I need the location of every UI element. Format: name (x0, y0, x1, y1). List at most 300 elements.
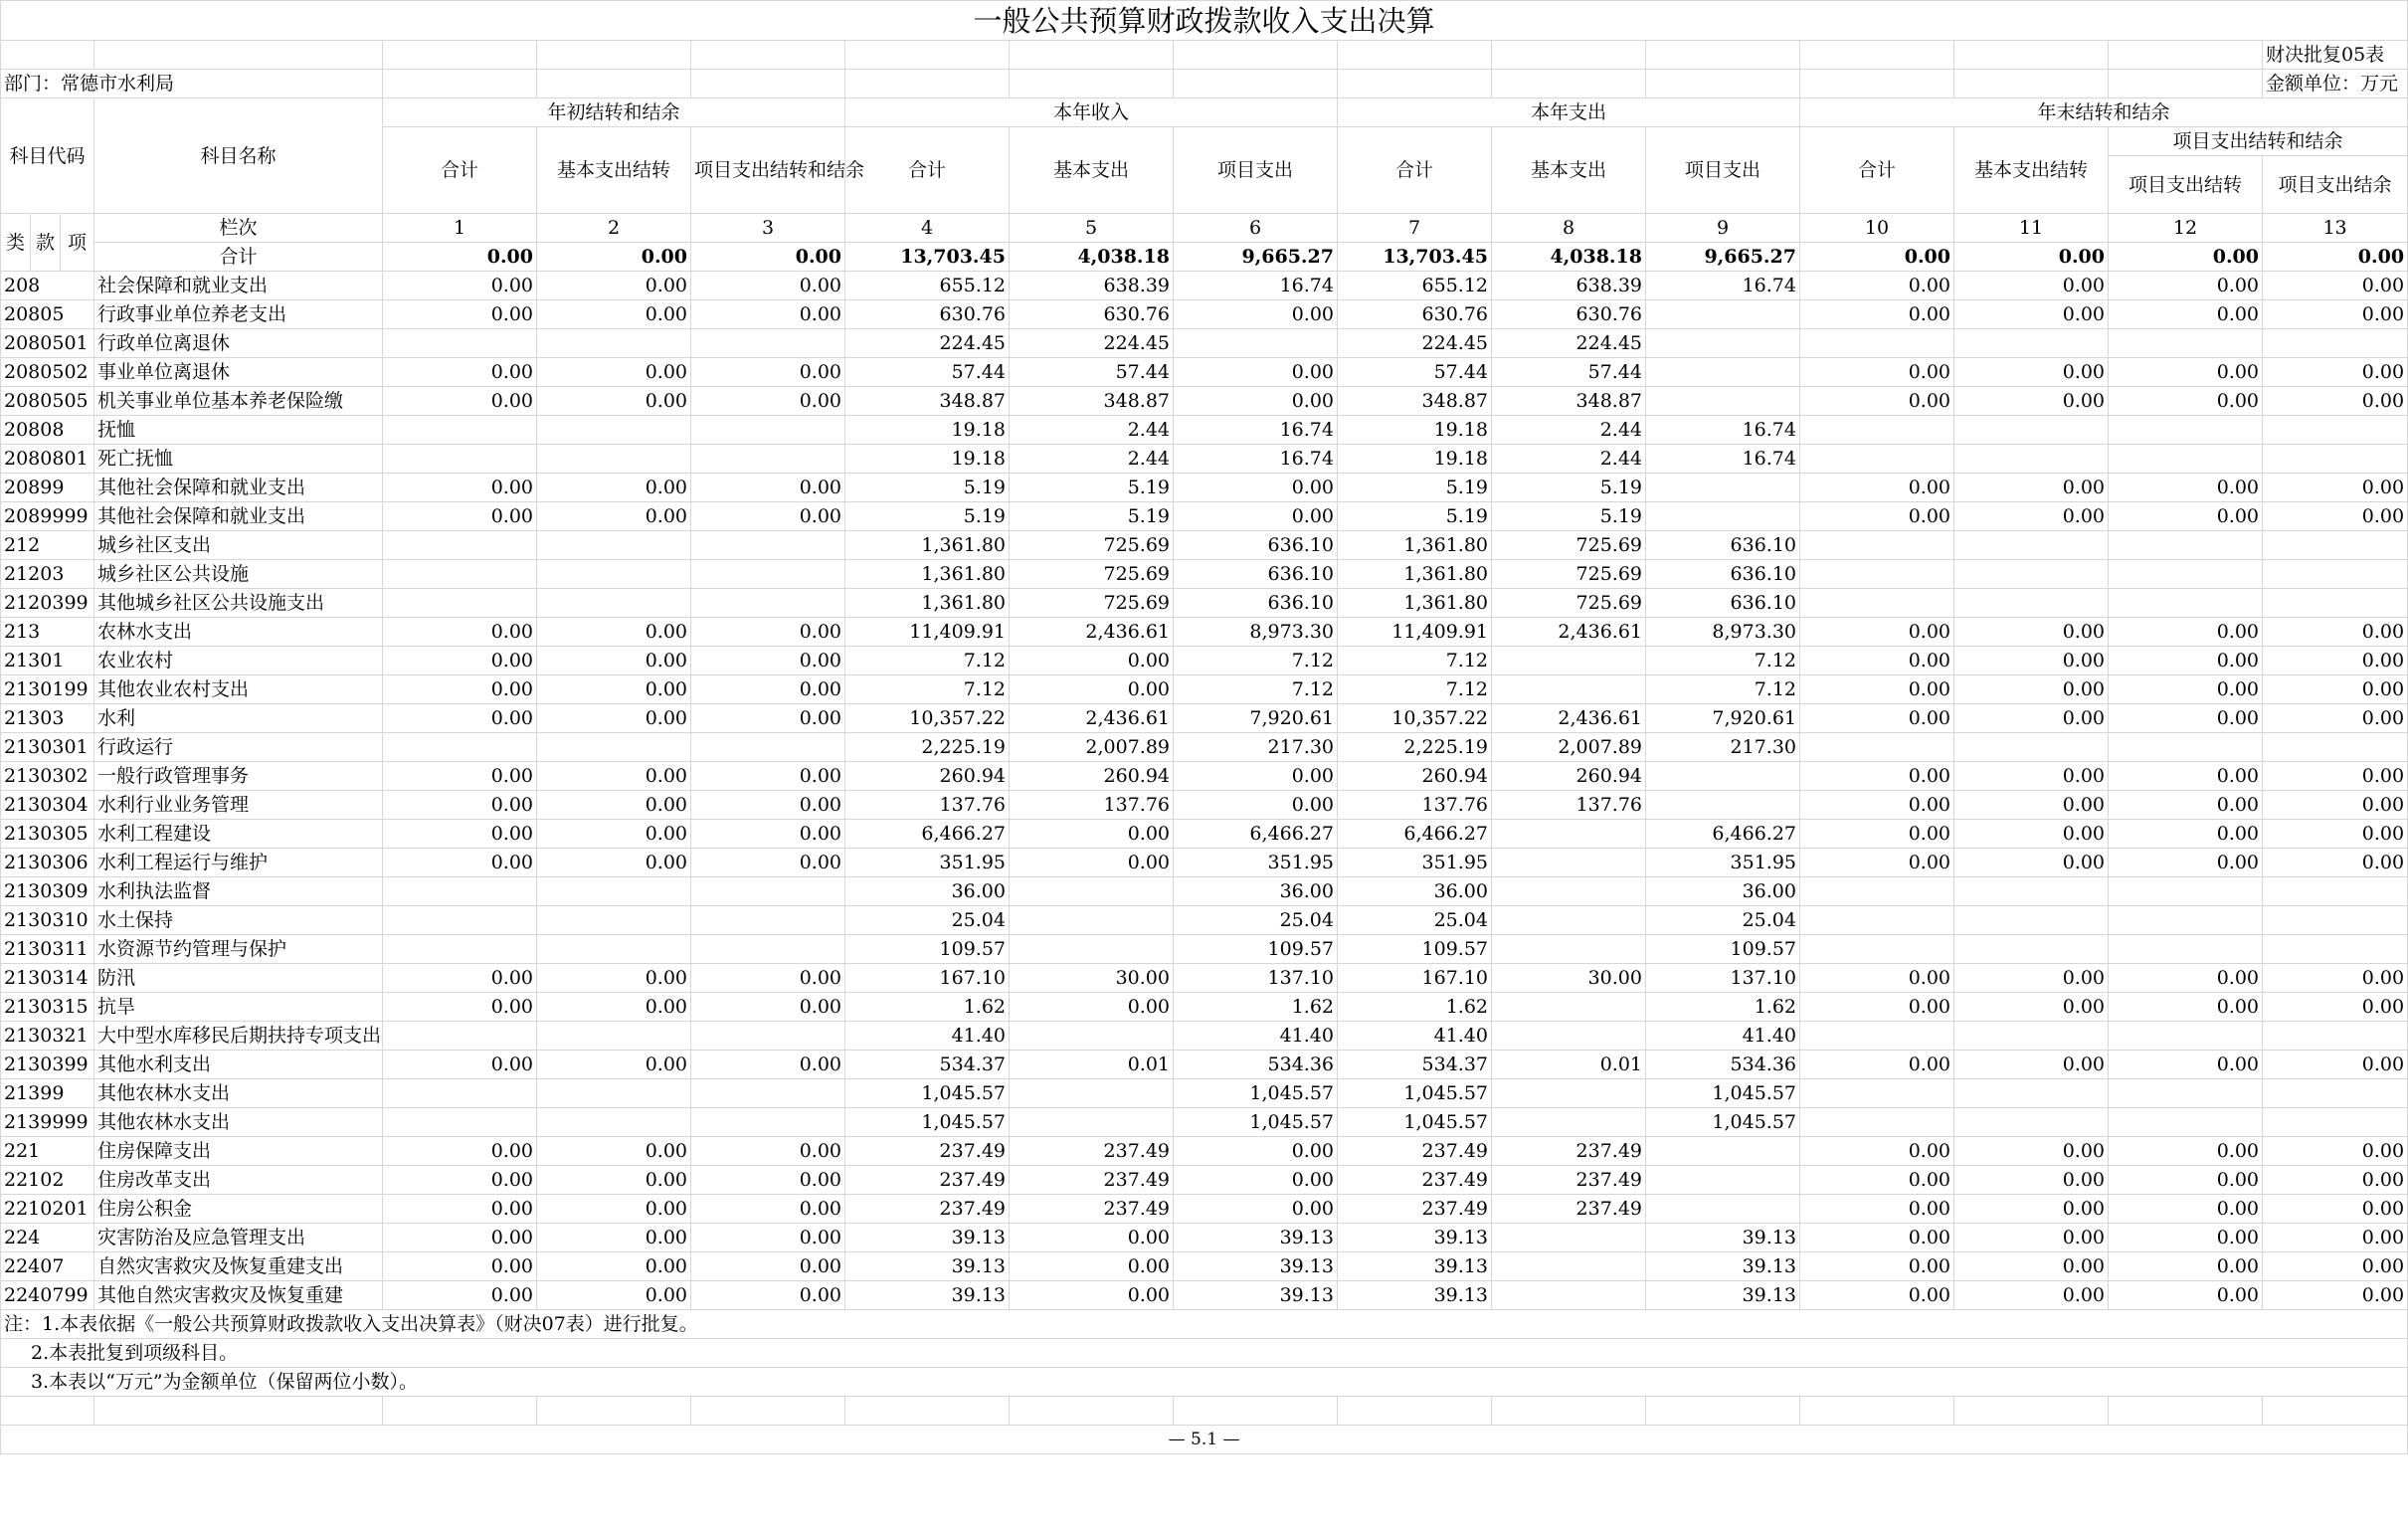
row-value (2109, 445, 2263, 474)
row-value (383, 1108, 537, 1137)
table-row (1, 329, 2408, 358)
row-code: 2080505 (1, 387, 94, 416)
total-row (1, 243, 2408, 272)
row-code: 21301 (1, 647, 94, 675)
row-name: 行政单位离退休 (94, 329, 383, 358)
row-value: 0.00 (383, 704, 537, 733)
row-value: 0.00 (383, 820, 537, 849)
total-value: 0.00 (2263, 243, 2408, 272)
row-value: 1,361.80 (845, 531, 1010, 560)
row-value: 137.76 (845, 791, 1010, 820)
row-value: 217.30 (1174, 733, 1338, 762)
row-value: 260.94 (1338, 762, 1492, 791)
row-value (2109, 733, 2263, 762)
row-value: 0.00 (1800, 791, 1954, 820)
row-value: 348.87 (1492, 387, 1646, 416)
row-value: 0.00 (383, 964, 537, 993)
row-value: 0.00 (537, 618, 691, 647)
row-value: 0.01 (1010, 1051, 1174, 1079)
row-value (383, 416, 537, 445)
row-value: 0.00 (691, 387, 845, 416)
row-value (1800, 1108, 1954, 1137)
row-code: 213 (1, 618, 94, 647)
row-value: 0.00 (691, 1195, 845, 1224)
row-code: 212 (1, 531, 94, 560)
row-value (537, 589, 691, 618)
row-value: 0.00 (2263, 820, 2408, 849)
row-value: 0.00 (2263, 849, 2408, 877)
row-value: 0.00 (2109, 964, 2263, 993)
row-value: 0.00 (1010, 820, 1174, 849)
row-value: 0.00 (2263, 964, 2408, 993)
row-value (1010, 1079, 1174, 1108)
table-row (1, 1108, 2408, 1137)
row-value (1492, 849, 1646, 877)
table-row (1, 1051, 2408, 1079)
row-value: 638.39 (1010, 272, 1174, 300)
row-value: 7.12 (845, 675, 1010, 704)
row-code: 21203 (1, 560, 94, 589)
row-value: 10,357.22 (1338, 704, 1492, 733)
row-value (691, 416, 845, 445)
row-value: 0.00 (1954, 1137, 2109, 1166)
row-value (1646, 1166, 1800, 1195)
row-value (537, 1079, 691, 1108)
table-row (1, 993, 2408, 1022)
row-code: 2080501 (1, 329, 94, 358)
row-value: 0.00 (383, 762, 537, 791)
note-3: 3.本表以“万元”为金额单位（保留两位小数）。 (1, 1368, 2408, 1397)
table-row (1, 733, 2408, 762)
table-row (1, 358, 2408, 387)
row-name: 行政事业单位养老支出 (94, 300, 383, 329)
row-value: 0.00 (537, 993, 691, 1022)
row-value: 1,361.80 (1338, 560, 1492, 589)
row-value (2109, 416, 2263, 445)
row-value: 7.12 (845, 647, 1010, 675)
row-value: 16.74 (1174, 416, 1338, 445)
header-code: 科目代码 (1, 98, 94, 214)
row-value: 8,973.30 (1646, 618, 1800, 647)
row-name: 灾害防治及应急管理支出 (94, 1224, 383, 1252)
row-value: 0.00 (1800, 358, 1954, 387)
row-value: 1,045.57 (845, 1079, 1010, 1108)
form-number: 财决批复05表 (2263, 41, 2408, 70)
row-value (2263, 531, 2408, 560)
table-row (1, 704, 2408, 733)
row-value (691, 1079, 845, 1108)
header-end-basic: 基本支出结转 (1954, 127, 2109, 214)
row-value: 224.45 (1010, 329, 1174, 358)
row-value: 0.00 (2109, 675, 2263, 704)
row-value: 0.00 (2263, 1137, 2408, 1166)
row-value (1954, 906, 2109, 935)
row-value: 0.00 (1800, 618, 1954, 647)
row-value (2109, 560, 2263, 589)
row-code: 20899 (1, 474, 94, 502)
row-value: 16.74 (1174, 445, 1338, 474)
row-name: 农林水支出 (94, 618, 383, 647)
row-code: 22407 (1, 1252, 94, 1281)
row-value (1646, 791, 1800, 820)
row-value (2109, 1108, 2263, 1137)
table-row (1, 1224, 2408, 1252)
header-group-expense: 本年支出 (1338, 98, 1800, 127)
row-value: 16.74 (1646, 416, 1800, 445)
row-value: 0.00 (2109, 1195, 2263, 1224)
row-value: 0.00 (537, 1224, 691, 1252)
row-value: 0.00 (1010, 1224, 1174, 1252)
header-kuan: 款 (31, 214, 61, 272)
row-value: 7.12 (1646, 647, 1800, 675)
row-value (2263, 877, 2408, 906)
row-value: 0.00 (2109, 1281, 2263, 1310)
row-value: 57.44 (1338, 358, 1492, 387)
row-value: 6,466.27 (1338, 820, 1492, 849)
row-value: 41.40 (1174, 1022, 1338, 1051)
row-value (2263, 733, 2408, 762)
row-value (691, 935, 845, 964)
table-row (1, 762, 2408, 791)
col-num: 4 (845, 214, 1010, 243)
row-value (383, 1022, 537, 1051)
row-value: 0.00 (537, 964, 691, 993)
row-value: 0.00 (2109, 791, 2263, 820)
row-value: 0.00 (537, 387, 691, 416)
row-value (1954, 1022, 2109, 1051)
row-value: 167.10 (1338, 964, 1492, 993)
header-group-end: 年末结转和结余 (1800, 98, 2408, 127)
row-value (691, 531, 845, 560)
row-value: 0.00 (691, 820, 845, 849)
row-value (1492, 1022, 1646, 1051)
row-value: 0.00 (537, 272, 691, 300)
table-row (1, 675, 2408, 704)
row-value: 0.00 (1010, 849, 1174, 877)
row-value (537, 531, 691, 560)
row-value (691, 560, 845, 589)
row-value: 0.00 (537, 1195, 691, 1224)
row-value: 39.13 (1174, 1224, 1338, 1252)
row-value: 0.00 (383, 272, 537, 300)
row-value: 237.49 (1338, 1137, 1492, 1166)
row-value: 39.13 (1646, 1224, 1800, 1252)
table-row (1, 272, 2408, 300)
row-value: 0.00 (691, 675, 845, 704)
row-value: 0.00 (383, 474, 537, 502)
report-title: 一般公共预算财政拨款收入支出决算 (1, 1, 2408, 41)
row-value: 25.04 (1338, 906, 1492, 935)
total-value: 0.00 (2109, 243, 2263, 272)
row-value (691, 445, 845, 474)
row-value (1010, 935, 1174, 964)
row-value: 0.00 (2263, 1252, 2408, 1281)
row-value (1800, 589, 1954, 618)
row-name: 城乡社区支出 (94, 531, 383, 560)
row-value (1646, 1137, 1800, 1166)
row-value: 1,045.57 (1646, 1079, 1800, 1108)
row-value: 0.00 (1174, 502, 1338, 531)
row-value: 0.00 (1800, 964, 1954, 993)
row-value: 0.00 (1954, 1166, 2109, 1195)
row-value: 638.39 (1492, 272, 1646, 300)
row-value (537, 906, 691, 935)
row-name: 水利执法监督 (94, 877, 383, 906)
row-value: 8,973.30 (1174, 618, 1338, 647)
note-2: 2.本表批复到项级科目。 (1, 1339, 2408, 1368)
row-value (537, 877, 691, 906)
row-value: 2,225.19 (845, 733, 1010, 762)
row-value: 0.00 (2109, 387, 2263, 416)
row-value: 0.00 (2263, 675, 2408, 704)
row-value: 11,409.91 (845, 618, 1010, 647)
row-value (1492, 935, 1646, 964)
row-value: 0.00 (1954, 647, 2109, 675)
row-value: 0.00 (1800, 272, 1954, 300)
row-value: 2.44 (1010, 416, 1174, 445)
row-value: 0.00 (1954, 474, 2109, 502)
row-value: 0.01 (1492, 1051, 1646, 1079)
row-value: 0.00 (1174, 1166, 1338, 1195)
row-value (1492, 1281, 1646, 1310)
row-value: 1.62 (1174, 993, 1338, 1022)
row-value: 0.00 (537, 762, 691, 791)
row-value (1800, 445, 1954, 474)
row-name: 大中型水库移民后期扶持专项支出 (94, 1022, 383, 1051)
row-value (1954, 589, 2109, 618)
col-num: 8 (1492, 214, 1646, 243)
row-value: 16.74 (1646, 272, 1800, 300)
row-name: 防汛 (94, 964, 383, 993)
row-value: 5.19 (1338, 502, 1492, 531)
row-value (1646, 502, 1800, 531)
row-value: 2,436.61 (1492, 704, 1646, 733)
row-value: 0.00 (2109, 849, 2263, 877)
row-value: 57.44 (1492, 358, 1646, 387)
row-value (1954, 877, 2109, 906)
row-value (1492, 675, 1646, 704)
row-code: 2130310 (1, 906, 94, 935)
row-value: 137.10 (1646, 964, 1800, 993)
row-value (691, 1108, 845, 1137)
row-value: 0.00 (537, 1166, 691, 1195)
row-code: 22102 (1, 1166, 94, 1195)
row-name: 水利行业业务管理 (94, 791, 383, 820)
row-value: 0.00 (2263, 791, 2408, 820)
row-value: 0.00 (2109, 820, 2263, 849)
row-value: 0.00 (691, 474, 845, 502)
row-value: 0.00 (1954, 993, 2109, 1022)
row-value: 0.00 (1174, 762, 1338, 791)
row-value: 0.00 (2109, 762, 2263, 791)
row-value: 16.74 (1646, 445, 1800, 474)
row-value: 725.69 (1010, 589, 1174, 618)
row-value: 0.00 (2263, 993, 2408, 1022)
row-value: 6,466.27 (1646, 820, 1800, 849)
row-value: 0.00 (1954, 272, 2109, 300)
row-value: 0.00 (1954, 1195, 2109, 1224)
row-name: 住房保障支出 (94, 1137, 383, 1166)
row-value: 0.00 (691, 647, 845, 675)
row-value: 0.00 (1954, 1281, 2109, 1310)
row-value: 36.00 (1646, 877, 1800, 906)
row-code: 208 (1, 272, 94, 300)
row-value: 534.37 (845, 1051, 1010, 1079)
table-row (1, 849, 2408, 877)
table-row (1, 1022, 2408, 1051)
row-value: 5.19 (845, 474, 1010, 502)
total-value: 13,703.45 (845, 243, 1010, 272)
row-value: 0.00 (1800, 993, 1954, 1022)
row-value: 0.00 (383, 1051, 537, 1079)
col-num: 3 (691, 214, 845, 243)
row-value: 1,045.57 (1646, 1108, 1800, 1137)
row-value (1954, 531, 2109, 560)
row-value: 0.00 (383, 791, 537, 820)
row-value: 39.13 (1646, 1281, 1800, 1310)
row-value: 0.00 (2109, 474, 2263, 502)
row-value (2263, 445, 2408, 474)
col-num: 13 (2263, 214, 2408, 243)
row-value: 0.00 (2109, 1252, 2263, 1281)
table-row (1, 877, 2408, 906)
row-value: 0.00 (1174, 300, 1338, 329)
row-name: 水利 (94, 704, 383, 733)
row-value (1010, 877, 1174, 906)
row-value: 5.19 (1010, 502, 1174, 531)
row-value: 1,045.57 (1174, 1108, 1338, 1137)
row-value (1492, 993, 1646, 1022)
row-value (691, 906, 845, 935)
row-value: 237.49 (1492, 1137, 1646, 1166)
row-value: 1,045.57 (1174, 1079, 1338, 1108)
row-code: 2130305 (1, 820, 94, 849)
row-value: 534.36 (1174, 1051, 1338, 1079)
col-num: 7 (1338, 214, 1492, 243)
row-value: 0.00 (383, 502, 537, 531)
row-code: 2130199 (1, 675, 94, 704)
row-name: 住房改革支出 (94, 1166, 383, 1195)
row-code: 2130302 (1, 762, 94, 791)
table-row (1, 502, 2408, 531)
row-value: 39.13 (1174, 1252, 1338, 1281)
header-end-project-carry: 项目支出结转 (2109, 156, 2263, 214)
row-value: 0.00 (2263, 272, 2408, 300)
row-value: 7.12 (1174, 675, 1338, 704)
row-value: 0.00 (383, 647, 537, 675)
row-value: 0.00 (537, 675, 691, 704)
row-value: 0.00 (1954, 358, 2109, 387)
row-value: 0.00 (691, 358, 845, 387)
row-value (691, 877, 845, 906)
row-value: 0.00 (1800, 820, 1954, 849)
table-row (1, 647, 2408, 675)
row-value: 0.00 (537, 647, 691, 675)
row-value: 0.00 (691, 1166, 845, 1195)
row-value: 0.00 (1174, 791, 1338, 820)
table-row (1, 560, 2408, 589)
row-value (1010, 906, 1174, 935)
total-value: 4,038.18 (1010, 243, 1174, 272)
row-value: 41.40 (1338, 1022, 1492, 1051)
row-value: 237.49 (1010, 1137, 1174, 1166)
row-value: 0.00 (1800, 647, 1954, 675)
row-value: 2,007.89 (1492, 733, 1646, 762)
row-value: 630.76 (1492, 300, 1646, 329)
row-value: 7.12 (1646, 675, 1800, 704)
row-value: 237.49 (1338, 1195, 1492, 1224)
row-name: 自然灾害救灾及恢复重建支出 (94, 1252, 383, 1281)
row-value: 1,361.80 (845, 589, 1010, 618)
row-value: 0.00 (2263, 1051, 2408, 1079)
row-value: 2.44 (1492, 445, 1646, 474)
row-value: 0.00 (383, 618, 537, 647)
row-name: 抚恤 (94, 416, 383, 445)
row-value: 0.00 (2109, 1051, 2263, 1079)
row-value: 2,007.89 (1010, 733, 1174, 762)
row-value: 1,361.80 (1338, 589, 1492, 618)
row-value: 0.00 (2109, 993, 2263, 1022)
row-value (1954, 445, 2109, 474)
row-value: 630.76 (845, 300, 1010, 329)
row-value: 0.00 (1800, 474, 1954, 502)
row-value: 39.13 (1338, 1281, 1492, 1310)
row-value: 30.00 (1010, 964, 1174, 993)
row-value: 0.00 (691, 1051, 845, 1079)
row-value: 2.44 (1492, 416, 1646, 445)
row-value: 0.00 (1800, 1224, 1954, 1252)
row-name: 城乡社区公共设施 (94, 560, 383, 589)
row-value: 224.45 (1492, 329, 1646, 358)
row-value (1954, 416, 2109, 445)
row-value (537, 1108, 691, 1137)
row-value: 137.10 (1174, 964, 1338, 993)
row-value: 0.00 (1800, 704, 1954, 733)
row-value: 0.00 (1800, 300, 1954, 329)
table-row (1, 1252, 2408, 1281)
row-value: 0.00 (691, 618, 845, 647)
row-value: 0.00 (2109, 1224, 2263, 1252)
row-value: 655.12 (1338, 272, 1492, 300)
row-value: 0.00 (2263, 502, 2408, 531)
table-row (1, 1166, 2408, 1195)
row-value: 0.00 (383, 1137, 537, 1166)
row-value: 0.00 (1800, 1166, 1954, 1195)
row-value: 0.00 (537, 791, 691, 820)
row-value (1492, 1079, 1646, 1108)
row-value: 6,466.27 (845, 820, 1010, 849)
table-row (1, 820, 2408, 849)
row-value (383, 445, 537, 474)
row-value: 0.00 (1954, 618, 2109, 647)
row-value: 0.00 (537, 849, 691, 877)
row-name: 死亡抚恤 (94, 445, 383, 474)
header-name: 科目名称 (94, 98, 383, 214)
row-value (537, 329, 691, 358)
row-value: 0.00 (383, 993, 537, 1022)
row-value (1800, 1079, 1954, 1108)
row-value: 0.00 (1174, 387, 1338, 416)
row-value: 0.00 (1954, 849, 2109, 877)
row-value: 348.87 (1338, 387, 1492, 416)
row-value: 0.00 (691, 993, 845, 1022)
row-value (2263, 935, 2408, 964)
row-value: 5.19 (1010, 474, 1174, 502)
row-value (1954, 560, 2109, 589)
total-value: 0.00 (1800, 243, 1954, 272)
row-value: 16.74 (1174, 272, 1338, 300)
row-value (537, 416, 691, 445)
